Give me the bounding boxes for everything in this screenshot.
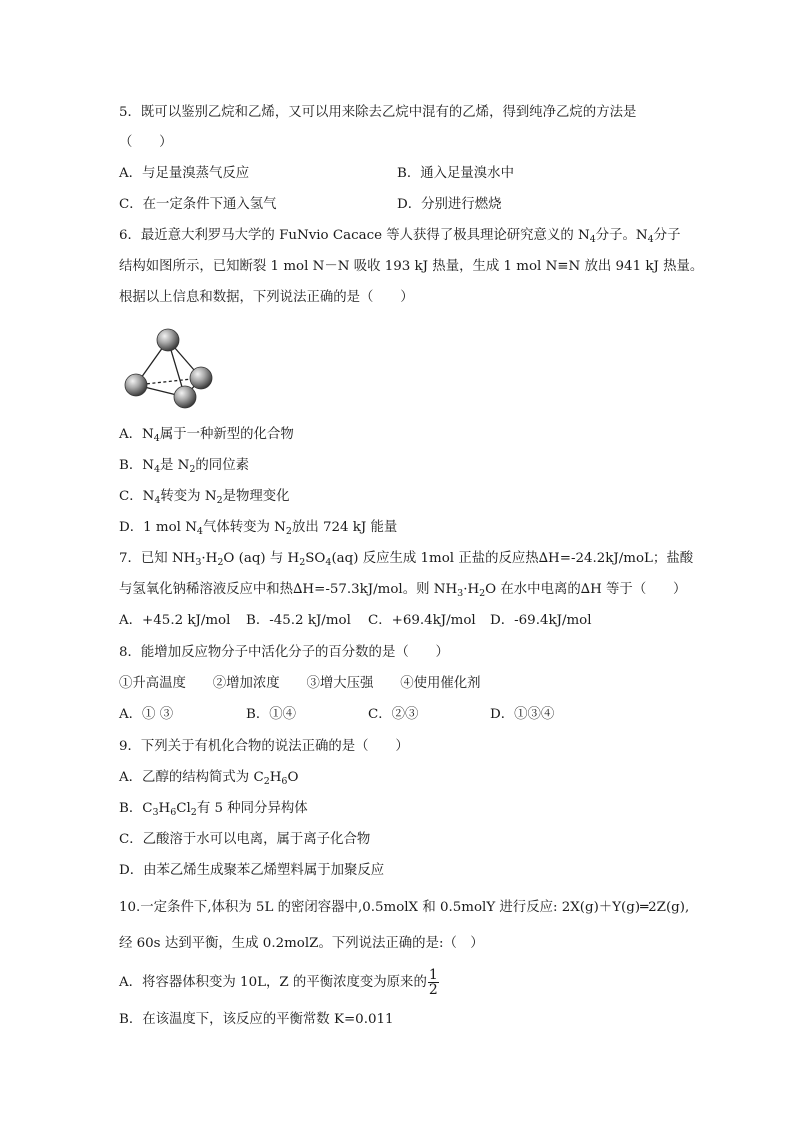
fraction-one-half: $\frac{1}{2}$ — [428, 967, 438, 998]
q8-option-c: C．②③ — [368, 707, 419, 722]
q9-stem: 9．下列关于有机化合物的说法正确的是（ ） — [119, 739, 409, 754]
q5-option-d: D．分别进行燃烧 — [397, 197, 502, 212]
n-atom-top — [157, 329, 179, 351]
q8-conditions: ①升高温度 ②增加浓度 ③增大压强 ④使用催化剂 — [119, 676, 481, 691]
q7-option-c: C．+69.4kJ/mol — [368, 613, 476, 628]
q10-stem-line1: 10.一定条件下,体积为 5L 的密闭容器中,0.5molX 和 0.5molY 进行反应: 2X(g)＋Y(g)═2Z(g), — [119, 900, 690, 915]
n4-tetrahedron-figure — [117, 322, 217, 412]
q6-stem-line2: 结构如图所示，已知断裂 1 mol N－N 吸收 193 kJ 热量，生成 1 mol N≡N 放出 941 kJ 热量。 — [119, 259, 704, 274]
q6-option-a: A．$N_4$属于一种新型的化合物 — [119, 427, 294, 444]
q7-stem-line1: 7．已知 $NH_3\cdot H_2O$ (aq) 与 $H_2SO_4(aq)$ 反应生成 1mol 正盐的反应热∆H=-24.2kJ/moL；盐酸 — [119, 551, 694, 568]
n-atom-left — [125, 374, 147, 396]
q8-option-a: A．① ③ — [119, 707, 174, 722]
q8-option-b: B．①④ — [246, 707, 297, 722]
q5-option-a: A．与足量溴蒸气反应 — [119, 166, 250, 181]
q6-option-b: B．$N_4$是 $N_2$的同位素 — [119, 458, 249, 475]
q5-option-c: C．在一定条件下通入氢气 — [119, 197, 277, 212]
q6-option-d: D．1 mol $N_4$气体转变为 $N_2$放出 724 kJ 能量 — [119, 520, 398, 537]
q7-option-a: A．+45.2 kJ/mol — [119, 613, 231, 628]
q8-stem: 8．能增加反应物分子中活化分子的百分数的是（ ） — [119, 645, 449, 660]
q5-answer-paren: （ ） — [119, 135, 173, 150]
q5-option-b: B．通入足量溴水中 — [397, 166, 514, 181]
q6-stem-line1: 6．最近意大利罗马大学的 FuNvio Cacace 等人获得了极具理论研究意义的 $N_4$分子。$N_4$分子 — [119, 228, 681, 245]
q6-stem-line3: 根据以上信息和数据，下列说法正确的是（ ） — [119, 290, 414, 305]
n-atom-front — [174, 386, 196, 408]
q7-option-b: B．-45.2 kJ/mol — [246, 613, 351, 628]
q9-option-c: C．乙酸溶于水可以电离，属于离子化合物 — [119, 832, 371, 847]
q10-option-b: B．在该温度下，该反应的平衡常数 K=0.011 — [119, 1012, 394, 1027]
q8-option-d: D．①③④ — [490, 707, 555, 722]
n-atom-right — [190, 367, 212, 389]
q10-stem-line2: 经 60s 达到平衡，生成 0.2molZ。下列说法正确的是:（ ） — [119, 936, 484, 951]
q7-stem-line2: 与氢氧化钠稀溶液反应中和热∆H=-57.3kJ/mol。则 $NH_3\cdot H_2O$ 在水中电离的∆H 等于（ ） — [119, 582, 687, 599]
q9-option-d: D．由苯乙烯生成聚苯乙烯塑料属于加聚反应 — [119, 863, 385, 878]
q10-option-a: A．将容器体积变为 10L，Z 的平衡浓度变为原来的 $\frac{1}{2}$ — [119, 967, 438, 998]
q6-option-c: C．$N_4$转变为 $N_2$是物理变化 — [119, 489, 290, 506]
q9-option-b: B．$C_3H_6Cl_2$有 5 种同分异构体 — [119, 801, 308, 818]
q5-stem: 5．既可以鉴别乙烷和乙烯，又可以用来除去乙烷中混有的乙烯，得到纯净乙烷的方法是 — [119, 105, 637, 120]
q7-option-d: D．-69.4kJ/mol — [490, 613, 592, 628]
q9-option-a: A．乙醇的结构简式为 $C_2H_6O$ — [119, 770, 299, 787]
